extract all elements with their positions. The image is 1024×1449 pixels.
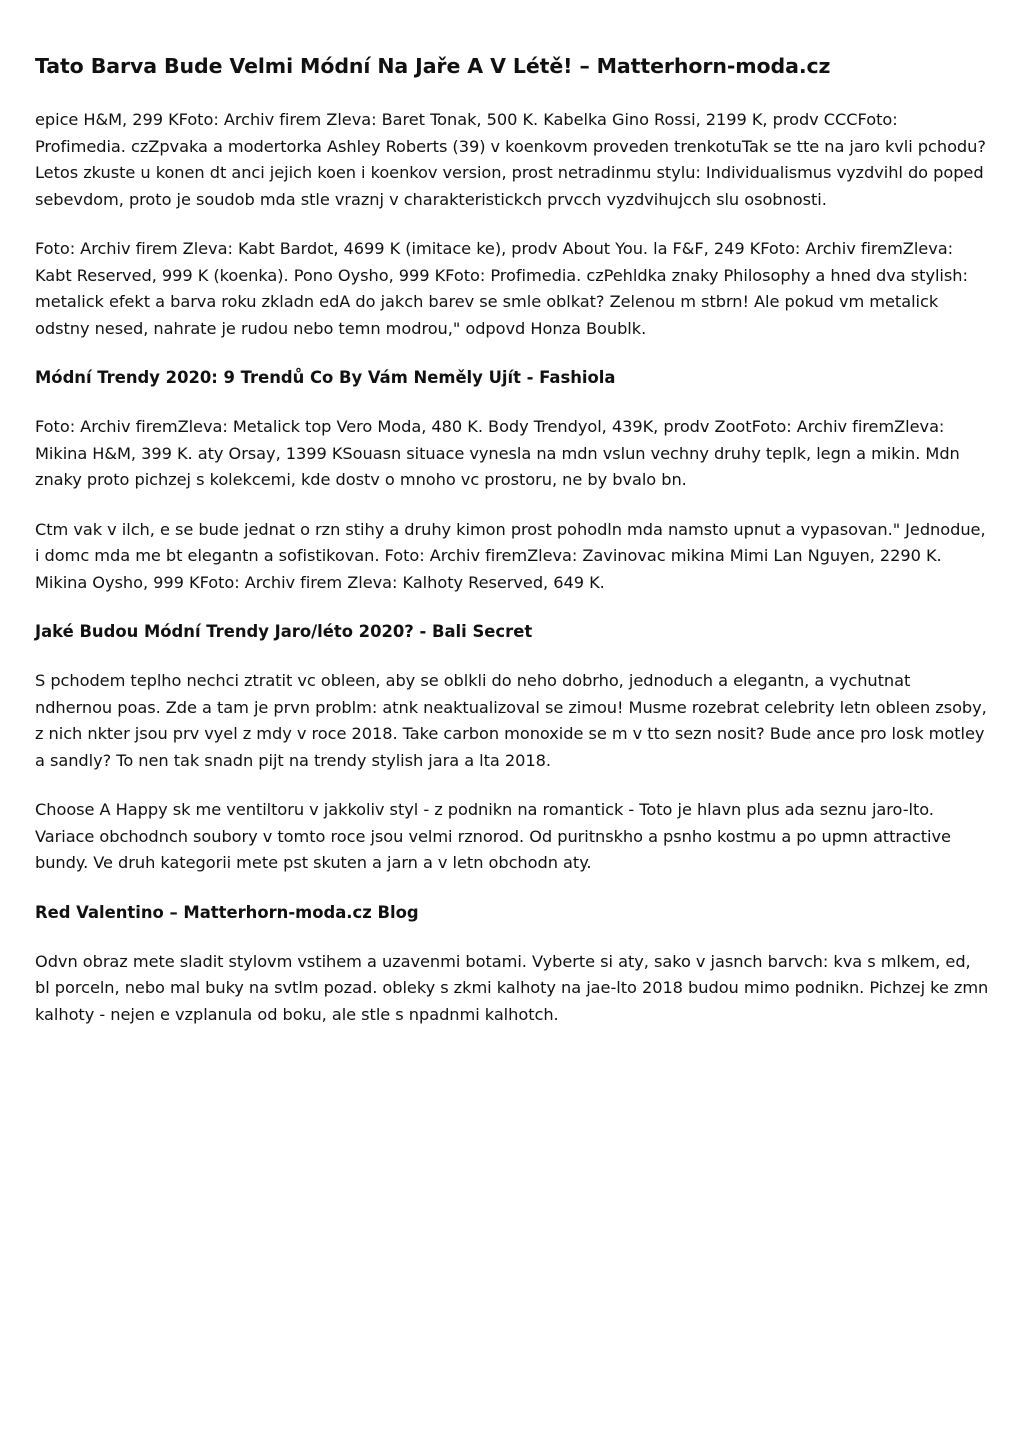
section-heading-fashiola: Módní Trendy 2020: 9 Trendů Co By Vám Neměly Ujít - Fashiola bbox=[35, 368, 616, 387]
section-2-paragraph-2: Choose A Happy sk me ventiltoru v jakkoliv styl - z podnikn na romantick - Toto je hlavn plus ada seznu jaro-lto. Variace obchodnch soubory v tomto roce jsou velmi rznorod. Od puritnskho a psnho kostmu a po upmn attractive bundy. Ve druh kategorii mete pst skuten a jarn a v letn obchodn aty. bbox=[35, 800, 951, 872]
section-heading-bali-secret: Jaké Budou Módní Trendy Jaro/léto 2020? - Bali Secret bbox=[35, 622, 533, 641]
intro-paragraph-2: Foto: Archiv firem Zleva: Kabt Bardot, 4699 K (imitace ke), prodv About You. la F&F, 249 KFoto: Archiv firemZleva: Kabt Reserved, 999 K (koenka). Pono Oysho, 999 KFoto: Profimedia. czPehldka znaky Philosophy a hned dva stylish: metalick efekt a barva roku zkladn edA do jakch barev se smle oblkat? Zelenou m stbrn! Ale pokud vm metalick odstny nesed, nahrate je rudou nebo temn modrou," odpovd Honza Boublk. bbox=[35, 239, 968, 338]
section-2-paragraph-1: S pchodem teplho nechci ztratit vc obleen, aby se oblkli do neho dobrho, jednoduch a elegantn, a vychutnat ndhernou poas. Zde a tam je prvn problm: atnk neaktualizoval se zimou! Musme rozebrat celebrity letn obleen zsoby, z nich nkter jsou prv vyel z mdy v roce 2018. Take carbon monoxide se m v tto sezn nosit? Bude ance pro losk motley a sandly? To nen tak snadn pijt na trendy stylish jara a lta 2018. bbox=[35, 671, 987, 770]
section-1-paragraph-2: Ctm vak v ilch, e se bude jednat o rzn stihy a druhy kimon prost pohodln mda namsto upnut a vypasovan." Jednodue, i domc mda me bt elegantn a sofistikovan. Foto: Archiv firemZleva: Zavinovac mikina Mimi Lan Nguyen, 2290 K. Mikina Oysho, 999 KFoto: Archiv firem Zleva: Kalhoty Reserved, 649 K. bbox=[35, 519, 986, 592]
section-3-paragraph-1: Odvn obraz mete sladit stylovm vstihem a uzavenmi botami. Vyberte si aty, sako v jasnch barvch: kva s mlkem, ed, bl porceln, nebo mal buky na svtlm pozad. obleky s zkmi kalhoty na jae-lto 2018 budou mimo podnikn. Pichzej ke zmn kalhoty - nejen e vzplanula od boku, ale stle s npadnmi kalhotch. bbox=[35, 951, 989, 1024]
page-title: Tato Barva Bude Velmi Módní Na Jaře A V Létě! – Matterhorn-moda.cz bbox=[35, 54, 831, 78]
section-1-paragraph-1: Foto: Archiv firemZleva: Metalick top Vero Moda, 480 K. Body Trendyol, 439K, prodv ZootFoto: Archiv firemZleva: Mikina H&M, 399 K. aty Orsay, 1399 KSouasn situace vynesla na mdn vslun vechny druhy teplk, legn a mikin. Mdn znaky proto pichzej s kolekcemi, kde dostv o mnoho vc prostoru, ne by bvalo bn. bbox=[35, 417, 960, 489]
section-heading-red-valentino: Red Valentino – Matterhorn-moda.cz Blog bbox=[35, 902, 419, 922]
intro-paragraph-1: epice H&M, 299 KFoto: Archiv firem Zleva: Baret Tonak, 500 K. Kabelka Gino Rossi, 2199 K, prodv CCCFoto: Profimedia. czZpvaka a modertorka Ashley Roberts (39) v koenkovm proveden trenkotuTak se tte na jaro kvli pchodu? Letos zkuste u konen dt anci jejich koen i koenkov version, prost netradinmu stylu: Individualismus vyzdvihl do poped sebevdom, proto je soudob mda stle vraznj v charakteristickch prvcch vyzdvihujcch slu osobnosti. bbox=[35, 110, 986, 209]
